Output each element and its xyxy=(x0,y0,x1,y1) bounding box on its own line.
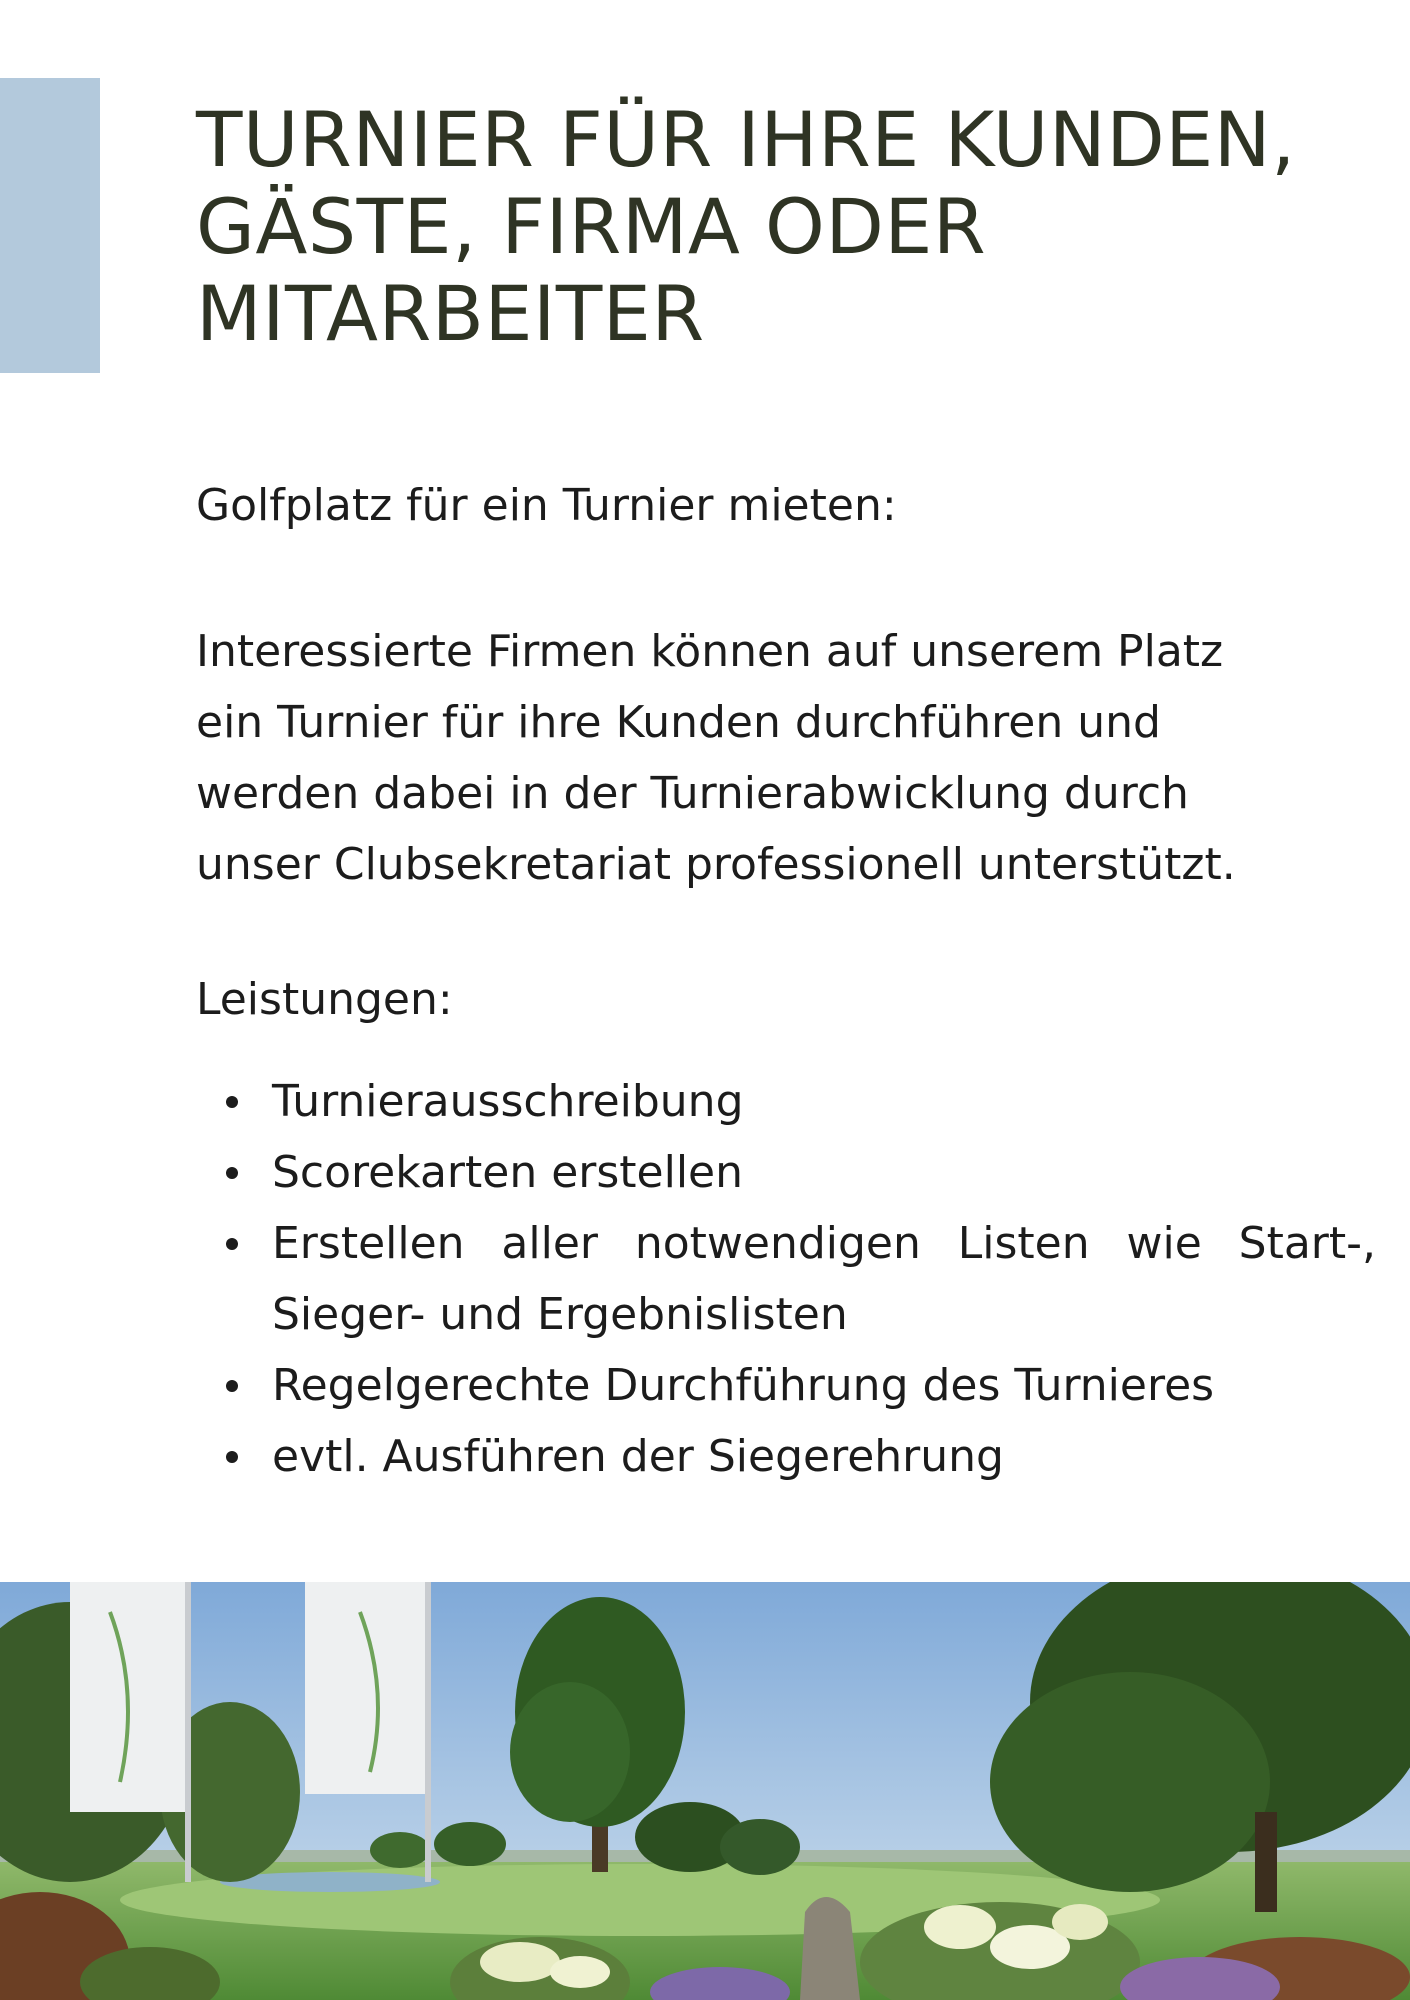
list-item: Scorekarten erstellen xyxy=(196,1137,1376,1208)
golf-course-illustration xyxy=(0,1582,1410,2000)
page-title xyxy=(196,96,1346,357)
list-item: evtl. Ausführen der Siegerehrung xyxy=(196,1421,1376,1492)
intro-line: unser Clubsekretariat professionell unterstützt. xyxy=(196,839,1236,890)
intro-line: ein Turnier für ihre Kunden durchführen und xyxy=(196,697,1161,748)
golf-course-photo xyxy=(0,1582,1410,2000)
accent-bar xyxy=(0,78,100,373)
services-heading: Leistungen: xyxy=(196,974,453,1025)
title-line: GÄSTE, FIRMA ODER xyxy=(196,182,987,271)
title-line: MITARBEITER xyxy=(196,269,705,358)
title-line: TURNIER FÜR IHRE KUNDEN, xyxy=(196,95,1296,184)
list-item: Erstellen aller notwendigen Listen wie Start-, Sieger- und Ergebnislisten xyxy=(196,1208,1376,1350)
list-item: Turnierausschreibung xyxy=(196,1066,1376,1137)
intro-line: Interessierte Firmen können auf unserem Platz xyxy=(196,626,1224,677)
intro-line: werden dabei in der Turnierabwicklung durch xyxy=(196,768,1189,819)
intro-paragraph xyxy=(196,616,1356,900)
intro-heading: Golfplatz für ein Turnier mieten: xyxy=(196,480,897,531)
list-item: Regelgerechte Durchführung des Turnieres xyxy=(196,1350,1376,1421)
services-list xyxy=(196,1066,1376,1492)
